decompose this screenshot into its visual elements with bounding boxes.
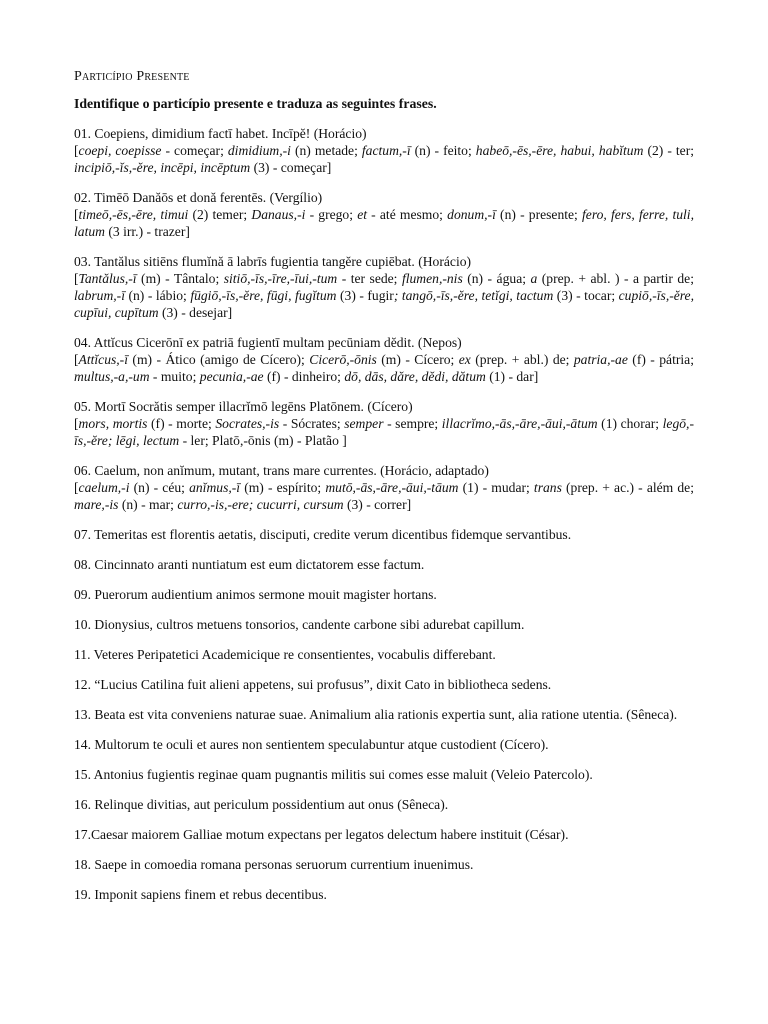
exercise-instruction: Identifique o particípio presente e traduza as seguintes frases. [74,96,437,111]
latin-term: labrum,-ī [74,288,125,303]
exercise-sentence: 11. Veteres Peripatetici Academicique re consentientes, vocabulis differebant. [74,647,496,662]
gloss-text: (n) - água; [462,271,531,286]
gloss-text: (2) - ter; [643,143,694,158]
gloss-text: (2) temer; [188,207,252,222]
gloss-text: [ [74,416,79,431]
gloss-text: (n) - feito; [410,143,476,158]
gloss-text: (n) metade; [290,143,362,158]
exercise-item [74,253,694,321]
exercise-item [74,398,694,449]
gloss-text: (n) - mar; [118,497,178,512]
latin-term: donum,-ī [447,207,496,222]
exercise-item [74,462,694,513]
gloss-text: [ [74,352,79,367]
vocabulary-gloss [74,270,694,321]
plain-items [74,526,694,903]
gloss-text: (3) - fugir [336,288,394,303]
latin-term: Socrates,-is [215,416,280,431]
latin-sentence: 04. Attĭcus Cicerōnī ex patriā fugientī multam pecūniam dĕdit. (Nepos) [74,335,462,350]
latin-term: coepi, coepisse [78,143,162,158]
vocabulary-gloss [74,351,694,385]
latin-term: Attĭcus,-ī [78,352,128,367]
latin-term: caelum,-i [78,480,130,495]
section-heading: Particípio Presente [74,69,190,84]
gloss-text: (prep. + abl. ) - a partir de; [537,271,694,286]
latin-term: fūgiō,-īs,-ĕre, fūgi, fugĭtum [190,288,337,303]
gloss-text: - ter sede; [337,271,402,286]
latin-term: timeō,-ēs,-ēre, timui [78,207,189,222]
exercise-item [74,334,694,385]
gloss-text: [ [74,480,79,495]
exercise-sentence: 14. Multorum te oculi et aures non sentientem speculabuntur atque custodient (Cícero). [74,737,549,752]
latin-term: incipiō,-ĭs,-ĕre, incēpi, incēptum [74,160,251,175]
exercise-item [74,189,694,240]
latin-term: mors, mortis [78,416,148,431]
gloss-text: (prep. + abl.) de; [470,352,574,367]
vocabulary-gloss [74,142,694,176]
gloss-text: (3 irr.) - trazer] [104,224,190,239]
exercise-sentence: 15. Antonius fugientis reginae quam pugnantis militis sui comes esse maluit (Veleio Patercolo). [74,767,593,782]
latin-term: Cicerō,-ōnis [309,352,377,367]
exercise-sentence: 13. Beata est vita conveniens naturae suae. Animalium alia rationis expertia sunt, alia ratione utentia. (Sêneca). [74,707,678,722]
latin-term: Tantălus,-ī [78,271,137,286]
latin-term: sitiō,-īs,-īre,-īui,-tum [223,271,338,286]
gloss-text: (1) - dar] [485,369,539,384]
gloss-text: [ [74,271,79,286]
latin-term: anĭmus,-ī [189,480,241,495]
exercise-item [74,125,694,176]
exercise-sentence: 07. Temeritas est florentis aetatis, disciputi, credite verum dicentibus fidemque servantibus. [74,527,572,542]
latin-term: patria,-ae [573,352,628,367]
gloss-text: - sempre; [383,416,442,431]
gloss-text: (m) - Cícero; [376,352,459,367]
gloss-text: (f) - dinheiro; [263,369,345,384]
gloss-text: [ [74,207,79,222]
latin-term: dō, dās, dăre, dĕdi, dătum [344,369,486,384]
latin-term: semper [344,416,384,431]
gloss-text: - Sócrates; [279,416,345,431]
annotated-items [74,125,694,513]
latin-sentence: 06. Caelum, non anĭmum, mutant, trans mare currentes. (Horácio, adaptado) [74,463,489,478]
latin-term: ex [458,352,471,367]
latin-term: ; tangō,-īs,-ĕre, tetĭgi, tactum [393,288,554,303]
latin-sentence: 01. Coepiens, dimidium factī habet. Incīpĕ! (Horácio) [74,126,367,141]
gloss-text: - muito; [149,369,200,384]
exercise-sentence: 17.Caesar maiorem Galliae motum expectans per legatos delectum habere instituit (César). [74,827,569,842]
latin-term: cupiō,-īs,-ĕre, cupīui, cupītum [74,288,694,320]
latin-term: mutō,-ās,-āre,-āui,-tāum [325,480,459,495]
gloss-text: (m) - Tântalo; [136,271,224,286]
latin-term: trans [533,480,562,495]
gloss-text: (m) - Ático (amigo de Cícero); [128,352,310,367]
vocabulary-gloss [74,479,694,513]
gloss-text: (3) - correr] [343,497,412,512]
gloss-text: (n) - lábio; [124,288,191,303]
latin-sentence: 03. Tantălus sitiēns flumĭnă ā labrīs fugientia tangĕre cupiēbat. (Horácio) [74,254,472,269]
exercise-sentence: 10. Dionysius, cultros metuens tonsorios, candente carbone sibi adurebat capillum. [74,617,525,632]
latin-sentence: 05. Mortī Socrătis semper illacrĭmō legēns Platōnem. (Cícero) [74,399,413,414]
exercise-sentence: 09. Puerorum audientium animos sermone mouit magister hortans. [74,587,437,602]
gloss-text: (3) - desejar] [158,305,233,320]
gloss-text: (f) - morte; [147,416,216,431]
latin-term: flumen,-nis [401,271,463,286]
gloss-text: (f) - pátria; [627,352,694,367]
vocabulary-gloss [74,206,694,240]
latin-term: habeō,-ēs,-ēre, habui, habĭtum [475,143,644,158]
latin-term: et [357,207,367,222]
latin-term: mare,-is [74,497,119,512]
gloss-text: (3) - tocar; [553,288,619,303]
gloss-text: (prep. + ac.) - além de; [561,480,694,495]
gloss-text: (1) - mudar; [458,480,534,495]
gloss-text: - ler; Platō,-ōnis (m) - Platão ] [179,433,347,448]
latin-term: curro,-is,-ere; cucurri, cursum [177,497,344,512]
latin-term: dimidium,-i [227,143,291,158]
vocabulary-gloss [74,415,694,449]
gloss-text: - até mesmo; [367,207,448,222]
exercise-sentence: 19. Imponit sapiens finem et rebus decentibus. [74,887,327,902]
gloss-text: - grego; [305,207,358,222]
gloss-text: (n) - céu; [129,480,190,495]
latin-term: pecunia,-ae [199,369,264,384]
gloss-text: (1) chorar; [597,416,663,431]
latin-term: factum,-ī [361,143,411,158]
exercise-sentence: 18. Saepe in comoedia romana personas seruorum currentium inuenimus. [74,857,474,872]
exercise-sentence: 12. “Lucius Catilina fuit alieni appetens, sui profusus”, dixit Cato in bibliotheca sedens. [74,677,552,692]
gloss-text: (3) - começar] [250,160,332,175]
latin-term: illacrĭmo,-ās,-āre,-āui,-ātum [441,416,598,431]
latin-term: a [530,271,538,286]
latin-term: legō,-īs,-ĕre; lēgi, lectum [74,416,694,448]
gloss-text: - começar; [161,143,228,158]
gloss-text: (m) - espírito; [240,480,326,495]
exercise-sentence: 08. Cincinnato aranti nuntiatum est eum dictatorem esse factum. [74,557,425,572]
gloss-text: [ [74,143,79,158]
exercise-sentence: 16. Relinque divitias, aut periculum possidentium aut onus (Sêneca). [74,797,449,812]
latin-term: Danaus,-i [251,207,306,222]
latin-term: multus,-a,-um [74,369,150,384]
latin-sentence: 02. Timēō Danăōs et donă ferentēs. (Vergílio) [74,190,323,205]
gloss-text: (n) - presente; [495,207,583,222]
latin-term: fero, fers, ferre, tuli, latum [74,207,694,239]
